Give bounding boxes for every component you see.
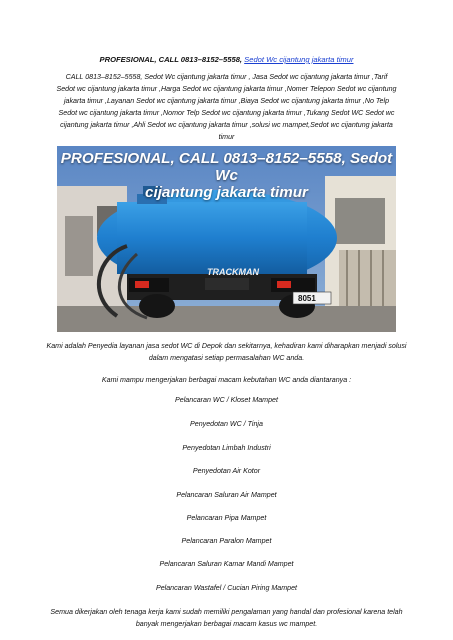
services-intro: Kami mampu mengerjakan berbagai macam kebutahan WC anda diantaranya : bbox=[101, 376, 352, 384]
service-item: Pelancaran WC / Kloset Mampet bbox=[175, 396, 278, 404]
intro-paragraph: CALL 0813–8152–5558, Sedot Wc cijantung jakarta timur , Jasa Sedot wc cijantung jakarta timur ,Tarif Sedot wc cijantung jakarta timur ,Harga Sedot wc cijantung jakarta timur ,Nomer Telepon Sedot wc cijantung jakarta timur ,Layanan Sedot wc cijantung jakarta timur ,Biaya Sedot wc cijantung jakarta timur ,No Telp Sedot wc cijantung jakarta timur ,Nomor Telp Sedot wc cijantung jakarta timur ,Tukang Sedot WC Sedot wc cijantung jakarta timur ,Ahli Sedot wc cijantung jakarta timur ,solusi wc mampet,Sedot wc cijantung jakarta timur bbox=[56, 73, 397, 142]
banner-image bbox=[57, 146, 396, 332]
service-item: Pelancaran Pipa Mampet bbox=[186, 514, 267, 522]
service-item: Pelancaran Paralon Mampet bbox=[181, 537, 272, 545]
banner-title-line1: PROFESIONAL, CALL 0813–8152–5558, Sedot Wc bbox=[60, 150, 393, 184]
service-item: Pelancaran Saluran Kamar Mandi Mampet bbox=[159, 560, 294, 568]
service-item: Pelancaran Wastafel / Cucian Piring Mampet bbox=[155, 584, 298, 592]
closing-paragraph: Semua dikerjakan oleh tenaga kerja kami sudah memiliki pengalaman yang handal dan profesional karena telah banyak mengerjakan berbagai macam kasus wc mampet. bbox=[50, 608, 403, 628]
banner-title bbox=[57, 150, 396, 201]
license-plate: 8051 bbox=[298, 294, 316, 303]
truck-brand: TRACKMAN bbox=[207, 267, 259, 277]
service-item: Penyedotan Air Kotor bbox=[192, 467, 261, 475]
banner-title-line2: cijantung jakarta timur bbox=[145, 184, 308, 201]
page-title bbox=[40, 55, 413, 64]
title-link[interactable]: Sedot Wc cijantung jakarta timur bbox=[244, 55, 354, 64]
about-paragraph: Kami adalah Penyedia layanan jasa sedot WC di Depok dan sekitarnya, kehadiran kami diharapkan menjadi solusi dalam mengatasi setiap permasalahan WC anda. bbox=[46, 342, 407, 362]
service-item: Penyedotan WC / Tinja bbox=[190, 420, 263, 428]
title-text: PROFESIONAL, CALL 0813–8152–5558, bbox=[99, 55, 243, 64]
service-item: Penyedotan Limbah Industri bbox=[182, 444, 271, 452]
service-item: Pelancaran Saluran Air Mampet bbox=[176, 491, 277, 499]
